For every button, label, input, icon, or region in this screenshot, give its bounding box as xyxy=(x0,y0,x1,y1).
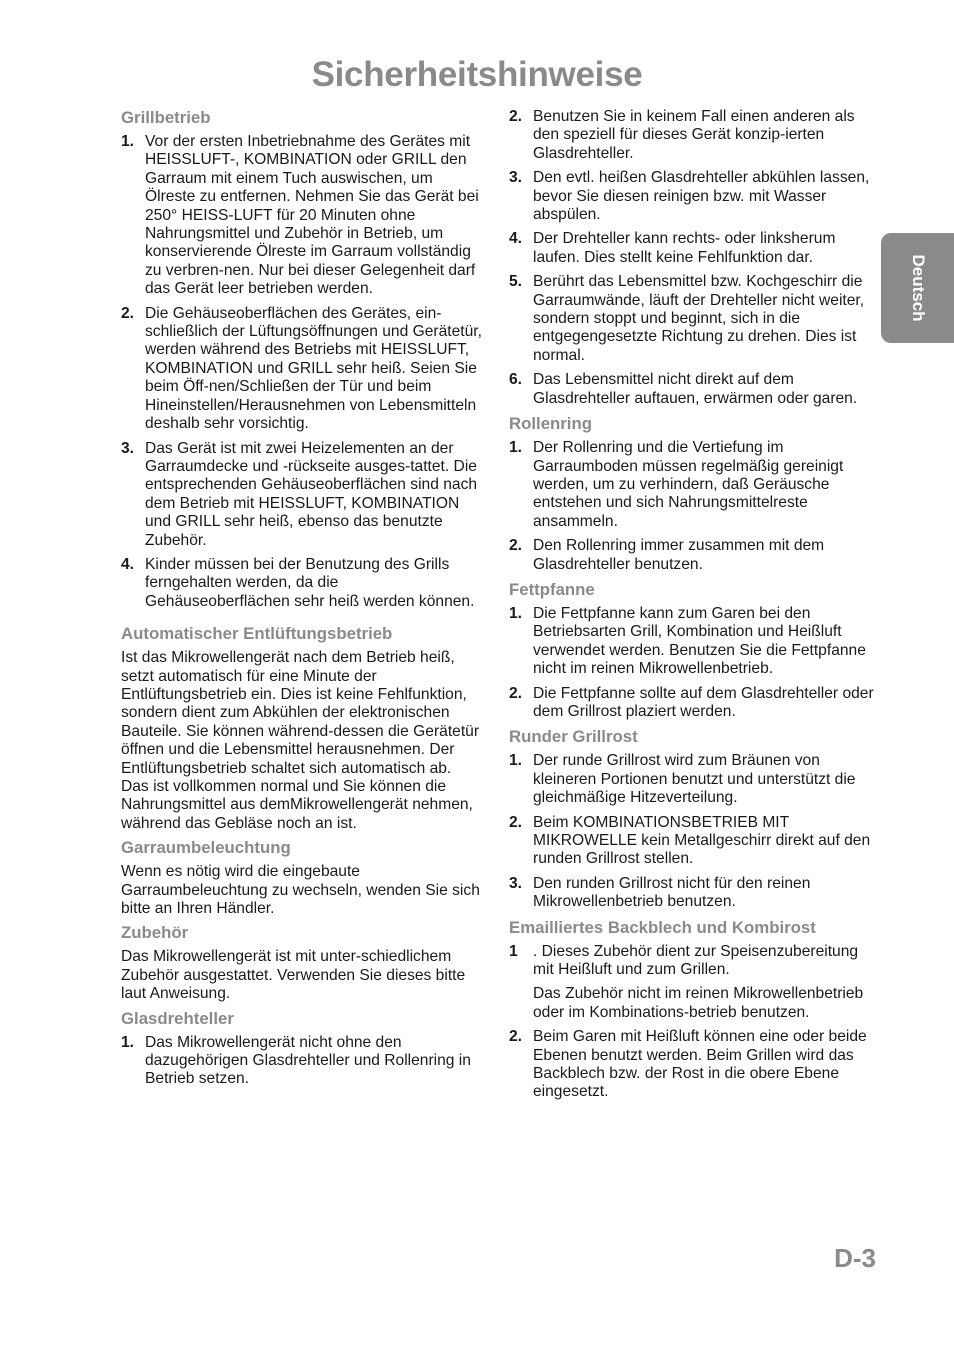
item-number: 2. xyxy=(509,108,523,125)
section-heading-grillbetrieb: Grillbetrieb xyxy=(121,108,211,127)
list-item xyxy=(509,1028,874,1102)
list-item xyxy=(509,371,874,408)
list-item xyxy=(509,605,874,679)
item-text: Der Drehteller kann rechts- oder linksherum laufen. Dies stellt keine Fehlfunktion dar. xyxy=(533,230,836,266)
item-number: 2. xyxy=(509,813,523,831)
language-tab xyxy=(881,233,954,343)
item-number: 5. xyxy=(509,273,523,291)
list-item xyxy=(121,440,483,550)
list-item xyxy=(121,305,483,434)
item-number: 1. xyxy=(121,133,135,150)
list-item xyxy=(509,537,874,574)
item-text: Das Mikrowellengerät nicht ohne den dazugehörigen Glasdrehteller und Rollenring in Betrieb setzen. xyxy=(145,1033,471,1088)
section-heading-glasdrehteller: Glasdrehteller xyxy=(121,1008,234,1028)
item-text: Der Rollenring und die Vertiefung im Garraumboden müssen regelmäßig gereinigt werden, um zu verhindern, daß Geräusche entstehen und sich Nahrungsmittelreste ansammeln. xyxy=(533,439,844,530)
item-text: Die Fettpfanne sollte auf dem Glasdrehteller oder dem Grillrost plaziert werden. xyxy=(533,684,874,720)
right-column xyxy=(509,108,874,1108)
section-heading-runder-grillrost: Runder Grillrost xyxy=(509,727,638,747)
list-item xyxy=(121,556,483,611)
list-item xyxy=(121,1034,483,1089)
item-text: Die Fettpfanne kann zum Garen bei den Betriebsarten Grill, Kombination und Heißluft verwendet werden. Benutzen Sie die Fettpfanne nicht im reinen Mikrowellenbetrieb. xyxy=(533,604,866,678)
item-number: 2. xyxy=(121,304,135,322)
list-item xyxy=(509,439,874,531)
list-item xyxy=(509,230,874,267)
item-number: 2. xyxy=(509,537,523,555)
list-item xyxy=(509,875,874,912)
item-text: Berührt das Lebensmittel bzw. Kochgeschirr die Garraumwände, läuft der Drehteller nicht weiter, sondern stoppt und beginnt, sich in die entgegengesetzte Richtung zu drehen. Dies ist normal. xyxy=(533,273,865,364)
item-number: 3. xyxy=(509,874,523,892)
list-item xyxy=(509,943,874,1023)
item-text: Den runden Grillrost nicht für den reinen Mikrowellenbetrieb benutzen. xyxy=(533,874,811,911)
list-item xyxy=(509,108,874,163)
list-item xyxy=(509,169,874,224)
item-text: Beim Garen mit Heißluft können eine oder beide Ebenen benutzt werden. Beim Grillen wird das Backblech bzw. der Rost in die obere Ebene eingesetzt. xyxy=(533,1028,867,1101)
item-text: Der runde Grillrost wird zum Bräunen von kleineren Portionen benutzt und unterstützt die gleichmäßige Hitzeverteilung. xyxy=(533,752,856,807)
item-text: Benutzen Sie in keinem Fall einen anderen als den speziell für dieses Gerät konzip-ierten Glasdrehteller. xyxy=(533,108,855,162)
item-text: . Dieses Zubehör dient zur Speisenzubereitung mit Heißluft und zum Grillen. xyxy=(533,942,859,979)
item-text: Kinder müssen bei der Benutzung des Grills ferngehalten werden, da die Gehäuseoberflächen sehr heiß werden können. xyxy=(145,555,475,610)
grillrost-list xyxy=(509,752,874,911)
section-heading-fettpfanne: Fettpfanne xyxy=(509,579,595,599)
item-text: Den Rollenring immer zusammen mit dem Glasdrehteller benutzen. xyxy=(533,537,825,573)
item-number: 6. xyxy=(509,371,523,389)
item-number: 1. xyxy=(509,439,523,457)
item-number: 2. xyxy=(509,1028,523,1046)
grillbetrieb-list xyxy=(121,133,483,611)
section-heading-rollenring: Rollenring xyxy=(509,414,592,434)
list-item xyxy=(509,685,874,722)
section-heading-zubehoer: Zubehör xyxy=(121,923,189,943)
item-number: 4. xyxy=(509,230,523,248)
item-text: Das Gerät ist mit zwei Heizelementen an der Garraumdecke und -rückseite ausges-tattet. Die entsprechenden Gehäuseoberflächen sind nach dem Betrieb mit HEISSLUFT, KOMBINATION und GRILL sehr heiß, ebenso das benutzte Zubehör. xyxy=(145,439,478,549)
fettpfanne-list xyxy=(509,605,874,721)
item-text: Das Lebensmittel nicht direkt auf dem Glasdrehteller auftauen, erwärmen oder garen. xyxy=(533,371,858,407)
section-heading-entlueftung: Automatischer Entlüftungsbetrieb xyxy=(121,624,393,644)
item-text: Beim KOMBINATIONSBETRIEB MIT MIKROWELLE kein Metallgeschirr direkt auf den runden Grillrost stellen. xyxy=(533,813,871,868)
glasdrehteller-list xyxy=(121,1034,483,1089)
list-item xyxy=(509,752,874,807)
backblech-list xyxy=(509,943,874,1102)
item-text: Vor der ersten Inbetriebnahme des Gerätes mit HEISSLUFT-, KOMBINATION oder GRILL den Garraum mit einem Tuch auswischen, um Ölreste zu entfernen. Nehmen Sie das Gerät bei 250° HEISS-LUFT für 20 Minuten ohne Nahrungsmittel und Zubehör in Betrieb, um konservierende Ölreste im Garraum vollständig zu verbren-nen. Nur bei dieser Gelegenheit darf das Gerät leer betrieben werden. xyxy=(145,133,479,298)
item-text: Den evtl. heißen Glasdrehteller abkühlen lassen, bevor Sie diesen reinigen bzw. mit Wasser abspülen. xyxy=(533,169,870,224)
item-number: 1 xyxy=(509,942,518,960)
item-number: 4. xyxy=(121,555,135,573)
item-number: 1. xyxy=(509,604,523,622)
page-title: Sicherheitshinweise xyxy=(311,55,643,94)
entlueftung-paragraph: Ist das Mikrowellengerät nach dem Betrieb heiß, setzt automatisch für eine Minute der Entlüftungsbetrieb ein. Dies ist keine Fehlfunktion, sondern dient zum Abkühlen der elektronischen Bauteile. Sie können während-dessen die Gerätetür öffnen und die Lebensmittel herausnehmen. Der Entlüftungsbetrieb schaltet sich automatisch ab. Das ist vollkommen normal und Sie können die Nahrungsmittel aus demMikrowellengerät nehmen, während das Gebläse noch an ist. xyxy=(121,649,480,832)
garraumbeleuchtung-paragraph: Wenn es nötig wird die eingebaute Garraumbeleuchtung zu wechseln, wenden Sie sich bitte an Ihren Händler. xyxy=(121,863,480,918)
item-text: Die Gehäuseoberflächen des Gerätes, ein-schließlich der Lüftungsöffnungen und Gerätetür, werden während des Betriebs mit HEISSLUFT, KOMBINATION und GRILL sehr heiß. Seien Sie beim Öff-nen/Schließen der Tür und beim Hineinstellen/Herausnehmen von Lebensmitteln deshalb sehr vorsichtig. xyxy=(145,304,482,433)
glasdrehteller-list-continued xyxy=(509,108,874,408)
section-heading-garraumbeleuchtung: Garraumbeleuchtung xyxy=(121,838,291,858)
item-number: 1. xyxy=(509,752,523,770)
item-number: 2. xyxy=(509,684,523,702)
left-column xyxy=(121,108,483,1095)
list-item xyxy=(509,273,874,365)
zubehoer-paragraph: Das Mikrowellengerät ist mit unter-schiedlichem Zubehör ausgestattet. Verwenden Sie dieses bitte laut Anweisung. xyxy=(121,948,466,1003)
page-number: D-3 xyxy=(834,1243,876,1273)
language-tab-label: Deutsch xyxy=(908,254,928,322)
item-number: 1. xyxy=(121,1033,135,1051)
section-heading-backblech: Emailliertes Backblech und Kombirost xyxy=(509,917,816,937)
rollenring-list xyxy=(509,439,874,574)
item-number: 3. xyxy=(121,439,135,457)
list-item xyxy=(121,133,483,299)
item-subtext: Das Zubehör nicht im reinen Mikrowellenbetrieb oder im Kombinations-betrieb benutzen. xyxy=(533,985,864,1021)
list-item xyxy=(509,814,874,869)
item-number: 3. xyxy=(509,169,523,187)
